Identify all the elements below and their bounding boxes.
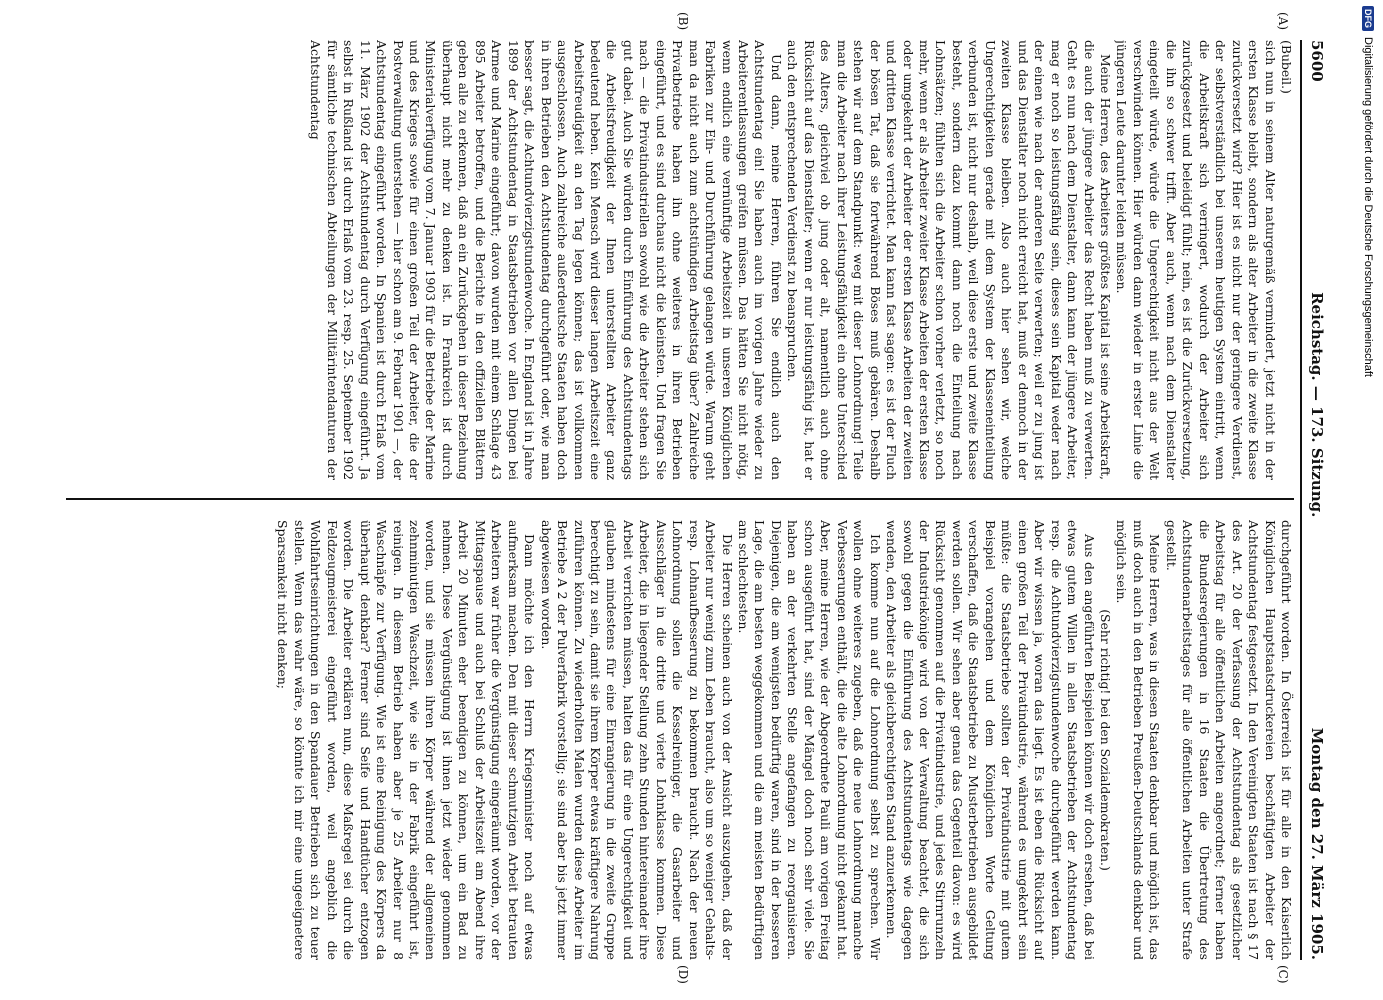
session-date: Montag den 27. März 1905. [1308, 727, 1326, 960]
header-rule [1300, 40, 1302, 960]
column-rule [66, 498, 1294, 500]
left-column [69, 40, 1294, 480]
right-column [69, 520, 1294, 960]
page-number: 5600 [1308, 40, 1326, 82]
speaker-tag: (Bubeil.) [1279, 40, 1294, 94]
paragraph: sich nun in seinem Alter naturgemäß vermindert, jetzt nicht in der ersten Klasse bleibt, sondern als alter Arbeiter in die zweite Klasse zurückversetzt wird? Hier ist es nicht nur der geringere Verdienst, der selbstverständlich bei unserem heutigen System eintritt, wenn die Arbeitskraft sich verringert, wodurch der Arbeiter sich zurückgesetzt und beleidigt fühlt; nein, es ist die Zurückversetzung, die ihn so schwer trifft. Aber auch, wenn nach dem Dienstalter eingeteilt würde, würde die Ungerechtigkeit nicht aus der Welt verschwinden können. Hier würden dann wieder in erster Linie die jüngeren Leute darunter leiden müssen. [1114, 40, 1278, 480]
dfg-credit-text: Digitalisierung gefördert durch die Deutsche Forschungsgemeinschaft [1362, 37, 1374, 377]
paragraph: Die Herren scheinen auch von der Ansicht auszugehen, daß der Arbeiter nur wenig zum Leben braucht, also um so weniger Gehalts- resp. Lohnaufbesserung zu bekommen braucht. Nach der neuen Lohnordnung sollen die Kesselreiniger, die Gasarbeiter und Ausschläger in die dritte und vierte Lohnklasse kommen. Diese Arbeiter, die in liegender Stellung zehn Stunden hintereinander ihre Arbeit verrichten müssen, halten das für eine Ungerechtigkeit und glauben mindestens für eine Einrangierung in die zweite Gruppe berechtigt zu sein, damit sie ihrem Körper etwas kräftigere Nahrung zuführen können. Zu wiederholten Malen wurden diese Arbeiter im Betriebe A 2 der Pulverfabrik vorstellig; sie sind aber bis jetzt immer abgewiesen worden. [538, 520, 735, 960]
paragraph: Dann möchte ich den Herrn Kriegsminister noch auf etwas aufmerksam machen. Den mit dieser schmutzigen Arbeit betrauten Arbeitern war früher die Vergünstigung eingeräumt worden, vor der Mittagspause und auch bei Schluß der Arbeitszeit am Abend ihre Arbeit 20 Minuten eher beendigen zu können, um ein Bad zu nehmen. Diese Vergünstigung ist ihnen jetzt wieder genommen worden, und sie müssen ihren Körper während der allgemeinen zehnminutigen Waschzeit, wie sie in der Fabrik eingeführt ist, reinigen. In diesem Betrieb haben aber je 25 Arbeiter nur 8 Waschnäpfe zur Verfügung. Wie ist eine Reinigung des Körpers da überhaupt denkbar? Ferner sind Seife und Handtücher entzogen worden. Die Arbeiter erklären nun, diese Maßregel sei durch die Feldzeugmeisterei eingeführt worden, weil angeblich die Wohlfahrtseinrichtungen in den Spandauer Betrieben sich zu teuer stellen. Wenn das wahr wäre, so könnte ich mir eine ungeeignetere Sparsamkeit nicht denken; [275, 520, 538, 960]
interjection: (Sehr richtig! bei den Sozialdemokraten.) [1098, 609, 1114, 871]
paragraph: Ich komme nun auf die Lohnordnung selbst zu sprechen. Wir wollen ohne weiteres zugeben, daß die neue Lohnordnung manche Verbesserungen enthält, die die alte Lohnordnung nicht gekannt hat. Aber, meine Herren, wie der Abgeordnete Pauli am vorigen Freitag schon ausgeführt hat, sind der Mängel doch noch sehr viele. Sie haben an der verkehrten Stelle angefangen zu reorganisieren. Diejenigen, die am wenigsten bedürftig waren, sind in der besseren Lage, die am besten weggekommen und die am meisten Bedürftigen am schlechtesten. [736, 520, 883, 960]
paragraph: Meine Herren, was in diesen Staaten denkbar und möglich ist, das muß doch auch in den Betrieben Preußen-Deutschlands denkbar und möglich sein. [1114, 520, 1163, 960]
margin-mark-a: (A) [1276, 12, 1290, 31]
dfg-logo: DFG [1362, 6, 1374, 31]
margin-mark-b: (B) [676, 12, 690, 31]
page-header [1304, 40, 1330, 960]
paragraph: Und dann, meine Herren, führen Sie endlich auch den Achtstundentag ein! Sie haben auch im vorigen Jahre wieder zu Arbeiterentlassungen greifen müssen. Das hätten Sie nicht nötig, wenn endlich eine vernünftige Arbeitszeit in unseren Königlichen Fabriken zur Ein- und Durchführung gelangen würde. Warum geht man da nicht auch zum achtstündigen Arbeitstag über? Zahlreiche Privatbetriebe haben ihn ohne weiteres in ihren Betrieben eingeführt, und es sind durchaus nicht die kleinsten. Und fragen Sie nach — die Privatindustriellen sowohl wie die Arbeiter stehen sich gut dabei. Auch Sie würden durch Einführung des Achtstundentags die Arbeitsfreudigkeit der Ihnen unterstellten Arbeiter ganz bedeutend heben. Kein Mensch wird dieser langen Arbeitszeit eine Arbeitsfreudigkeit an den Tag legen können; das ist vollkommen ausgeschlossen. Auch zahlreiche außerdeutsche Staaten haben doch in ihren Betrieben den Achtstundentag durchgeführt oder, wie man besser sagt, die Achtundvierzigstundenwoche. In England ist in Jahre 1899 der Achtstundentag in Staatsbetrieben vor allen Dingen bei Armee und Marine eingeführt; davon wurden mit einem Schlage 43 895 Arbeiter betroffen, und die Berichte in den offiziellen Blättern geben alle zu erkennen, daß an ein Zurückgehen in dieser Beziehung überhaupt nicht mehr zu denken ist. In Frankreich ist durch Ministerialverfügung vom 7. Januar 1903 für die Betriebe der Marine und des Krieges sowie für einen großen Teil der Arbeiter, die der Postverwaltung unterstehen — hier schon am 9. Februar 1901 —, der Achtstundentag eingeführt worden. In Spanien ist durch Erlaß vom 11. März 1902 der Achtstundentag durch Verfügung eingeführt. Ja selbst in Rußland ist durch Erlaß vom 23. resp. 25. September 1902 für sämtliche technischen Abteilungen der Militärintendanturen der Achtstundentag [308, 40, 784, 480]
margin-mark-c: (C) [1276, 965, 1290, 984]
paragraph: durchgeführt worden. In Österreich ist für alle in den Kaiserlich Königlichen Hauptstaatsdruckereien beschäftigten Arbeiter der Achtstundentag festgesetzt. In den Vereinigten Staaten ist nach § 17 des Art. 20 der Verfassung der Achtstundentag als gesetzlicher Arbeitstag für alle öffentlichen Arbeiten angeordnet; ferner haben die Bundesregierungen in 16 Staaten die Übertretung des Achtstundenarbeitstages für alle öffentlichen Arbeiten unter Strafe gestellt. [1163, 520, 1294, 960]
dfg-credit [1357, 6, 1379, 996]
paragraph: Aus den angeführten Beispielen können wir doch ersehen, daß bei etwas gutem Willen in allen Staatsbetrieben der Achtstundentag resp. die Achtundvierzigstundenwoche durchgeführt werden kann. Aber wir wissen ja, woran das liegt. Es ist eben die Rücksicht auf einen großen Teil der Privatindustrie, während es umgekehrt sein müßte: die Staatsbetriebe sollten der Privatindustrie mit gutem Beispiel vorangehen und dem Königlichen Worte Geltung verschaffen, daß die Staatsbetriebe zu Musterbetrieben ausgebildet werden sollen. Wir sehen aber genau das Gegenteil davon: es wird Rücksicht genommen auf die Privatindustrie, und jedes Stirnrunzeln der Industriekönige wird von der Verwaltung beachtet, die sich sowohl gegen die Einführung des Achtstundentags wie dagegen wenden, den Arbeiter als gleichberechtigten Stand anzuerkennen. [884, 520, 1097, 960]
margin-mark-d: (D) [676, 965, 690, 984]
paragraph: Meine Herren, des Arbeiters größtes Kapital ist seine Arbeitskraft, die auch der jüngere Arbeiter das Recht haben muß zu verwerten. Geht es nun nach dem Dienstalter, dann kann der jüngere Arbeiter, mag er noch so leistungsfähig sein, dieses sein Kapital weder nach der einen wie nach der anderen Seite verwerten; weil er zu jung ist und das Dienstalter noch nicht erreicht hat, muß er dennoch in der zweiten Klasse bleiben. Also auch hier sehen wir, welche Ungerechtigkeiten gerade mit dem System der Klasseneinteilung verbunden ist, nicht nur deshalb, weil diese erste und zweite Klasse besteht, sondern dazu kommt dann noch die Einteilung nach Lohnsätzen; fühlten sich die Arbeiter schon vorher verletzt, so noch mehr, wenn er als Arbeiter zweiter Klasse Arbeiten der ersten Klasse oder umgekehrt der Arbeiter der ersten Klasse Arbeiten der zweiten und dritten Klasse verrichtet. Man kann fast sagen: es ist der Fluch der bösen Tat, daß sie fortwährend Böses muß gebären. Deshalb stehen wir auf dem Standpunkt: weg mit dieser Lohnordnung! Teile man die Arbeiter nach ihrer Leistungsfähigkeit ein ohne Unterschied des Alters, gleichviel ob jung oder alt, namentlich auch ohne Rücksicht auf das Dienstalter; wenn er nur leistungsfähig ist, hat er auch den entsprechenden Verdienst zu beanspruchen. [785, 40, 1114, 480]
session-title: Reichstag. — 173. Sitzung. [1308, 292, 1326, 518]
rotated-page [60, 12, 1330, 984]
